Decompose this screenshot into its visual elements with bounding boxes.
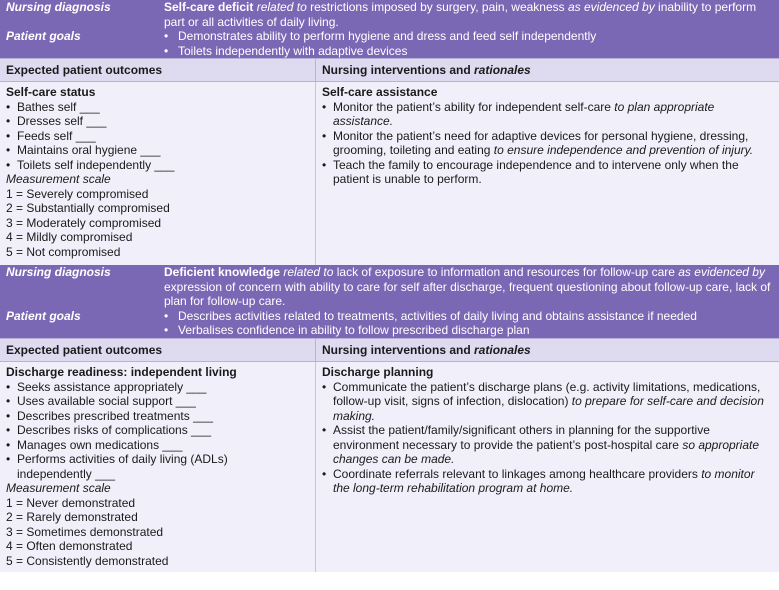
scale-item: 5 = Not compromised [6, 244, 121, 259]
outcome-item: • Maintains oral hygiene ___ [17, 143, 309, 158]
intervention-item: • Monitor the patient’s need for adaptive devices for personal hygiene, dressing, grooming, toileting and eating to ensure independence and prevention of injury. [333, 129, 773, 158]
outcome-item: • Dresses self ___ [17, 114, 309, 129]
scale-item: 2 = Rarely demonstrated [6, 510, 138, 524]
outcomes-header: Expected patient outcomes [6, 343, 163, 357]
scale-item: 1 = Never demonstrated [6, 495, 136, 510]
scale-item: 2 = Substantially compromised [6, 201, 170, 215]
scale-item: 5 = Consistently demonstrated [6, 553, 169, 568]
goal-item: • Verbalises confidence in ability to follow prescribed discharge plan [178, 323, 773, 338]
diagnosis-text: Self-care deficit related to restrictions imposed by surgery, pain, weakness as evidenced by inability to perform part or all activities of daily living. [164, 0, 757, 29]
interventions-column [315, 82, 779, 265]
diagnosis-label: Nursing diagnosis [6, 265, 111, 279]
outcome-list [6, 380, 309, 482]
goals-list [164, 309, 773, 338]
intervention-item: • Coordinate referrals relevant to linkages among healthcare providers to monitor the long-term rehabilitation program at home. [333, 467, 773, 496]
outcome-title: Self-care status [6, 85, 96, 99]
outcomes-column [0, 82, 315, 265]
scale-item: 4 = Often demonstrated [6, 539, 133, 553]
goals-label: Patient goals [6, 308, 81, 323]
outcome-title: Discharge readiness: independent living [6, 365, 237, 379]
section-self-care [0, 0, 779, 265]
intervention-item: • Teach the family to encourage independence and to intervene only when the patient is unable to perform. [333, 158, 773, 187]
outcome-item: • Describes prescribed treatments ___ [17, 409, 309, 424]
diagnosis-banner [0, 0, 779, 58]
intervention-list [322, 100, 773, 187]
outcomes-header: Expected patient outcomes [6, 63, 163, 77]
outcomes-column [0, 362, 315, 572]
outcome-item: • Bathes self ___ [17, 100, 309, 115]
goal-item: • Toilets independently with adaptive devices [178, 44, 773, 59]
column-header-row [0, 58, 779, 82]
diagnosis-banner [0, 265, 779, 338]
scale-item: 4 = Mildly compromised [6, 230, 133, 244]
column-header-row [0, 338, 779, 362]
outcome-list [6, 100, 309, 173]
outcome-item: • Performs activities of daily living (ADLs) independently ___ [17, 452, 309, 481]
scale-item: 3 = Moderately compromised [6, 215, 162, 230]
diagnosis-text: Deficient knowledge related to lack of exposure to information and resources for follow-up care as evidenced by expression of concern with ability to care for self after discharge, frequent questioning about follow-up care, lack of plan for follow-up care. [164, 265, 771, 308]
scale-title: Measurement scale [6, 172, 111, 186]
interventions-column [315, 362, 779, 572]
intervention-item: • Communicate the patient’s discharge plans (e.g. activity limitations, medications, follow-up visit, signs of infection, dislocation) to prepare for self-care and decision making. [333, 380, 773, 424]
intervention-list [322, 380, 773, 496]
section-knowledge [0, 265, 779, 572]
intervention-item: • Assist the patient/family/significant others in planning for the supportive environment necessary to provide the patient’s post-hospital care so appropriate changes can be made. [333, 423, 773, 467]
intervention-title: Self-care assistance [322, 85, 438, 99]
outcome-item: • Feeds self ___ [17, 129, 309, 144]
goals-list [164, 29, 773, 58]
section-body [0, 362, 779, 572]
outcome-item: • Describes risks of complications ___ [17, 423, 309, 438]
goal-item: • Describes activities related to treatments, activities of daily living and obtains assistance if needed [178, 309, 773, 324]
section-body [0, 82, 779, 265]
scale-list [6, 187, 309, 260]
scale-title: Measurement scale [6, 481, 111, 495]
outcome-item: • Manages own medications ___ [17, 438, 309, 453]
scale-item: 1 = Severely compromised [6, 186, 149, 201]
intervention-title: Discharge planning [322, 365, 434, 379]
goal-item: • Demonstrates ability to perform hygiene and dress and feed self independently [178, 29, 773, 44]
outcome-item: • Toilets self independently ___ [17, 158, 309, 173]
intervention-item: • Monitor the patient’s ability for independent self-care to plan appropriate assistance. [333, 100, 773, 129]
scale-item: 3 = Sometimes demonstrated [6, 524, 164, 539]
outcome-item: • Uses available social support ___ [17, 394, 309, 409]
goals-label: Patient goals [6, 29, 81, 43]
outcome-item: • Seeks assistance appropriately ___ [17, 380, 309, 395]
diagnosis-label: Nursing diagnosis [6, 0, 111, 14]
interventions-header: Nursing interventions and rationales [315, 339, 779, 361]
scale-list [6, 496, 309, 569]
interventions-header: Nursing interventions and rationales [315, 59, 779, 81]
